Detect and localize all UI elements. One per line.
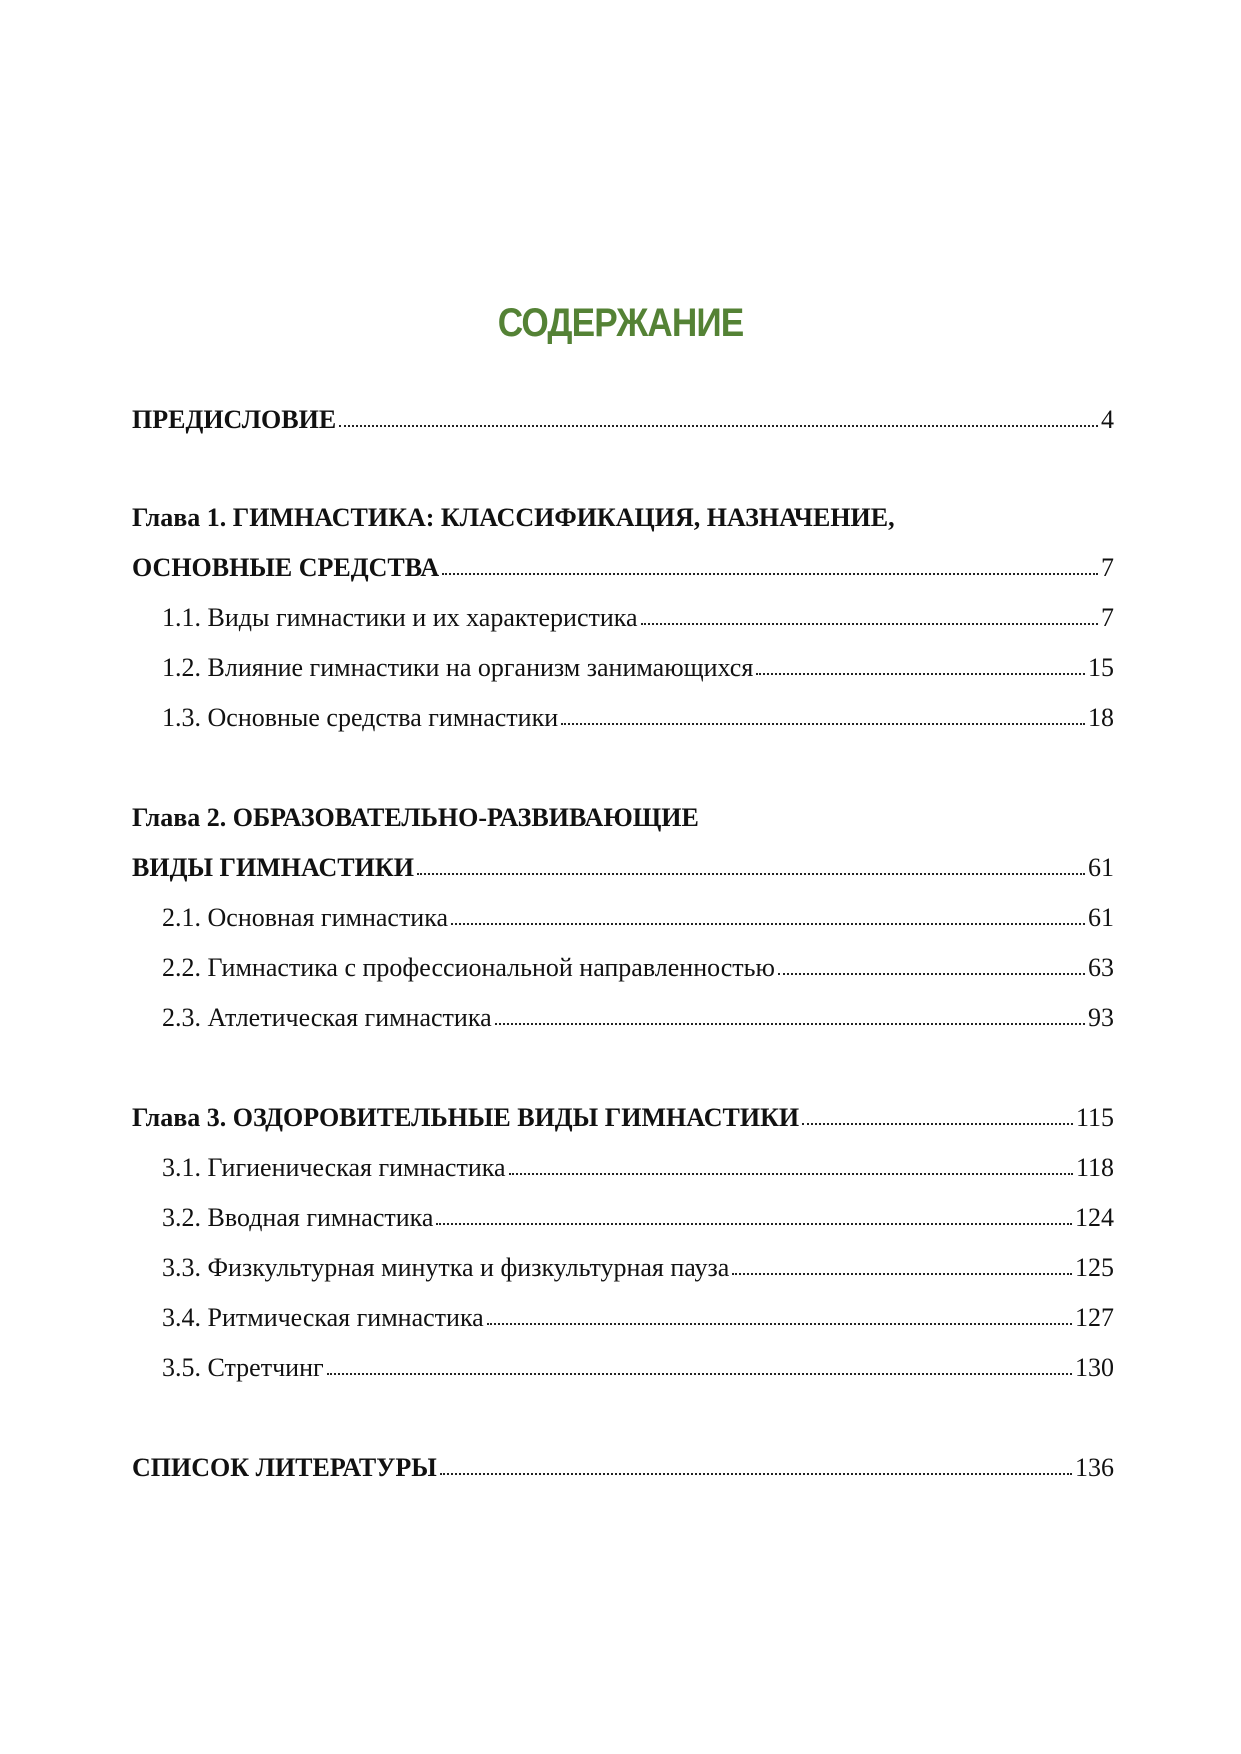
toc-page-number: 130: [1075, 1353, 1114, 1382]
toc-page-number: 61: [1088, 903, 1114, 932]
toc-entry-1-2[interactable]: [162, 650, 1114, 686]
toc-entry-title: ПРЕДИСЛОВИЕ: [132, 405, 337, 434]
toc-page-number: 7: [1101, 603, 1114, 632]
toc-page-number: 93: [1088, 1003, 1114, 1032]
dot-leader: [487, 1304, 1072, 1332]
page-title: СОДЕРЖАНИЕ: [497, 300, 744, 345]
dot-leader: [756, 654, 1085, 682]
toc-page-number: 15: [1088, 653, 1114, 682]
toc-page-number: 125: [1075, 1253, 1114, 1282]
dot-leader: [495, 1004, 1085, 1032]
toc-chapter-1-heading: [132, 500, 1114, 536]
toc-entry-title: 2.1. Основная гимнастика: [162, 903, 448, 932]
dot-leader: [339, 406, 1098, 434]
toc-entry-2-3[interactable]: [162, 1000, 1114, 1036]
toc-entry-title: Глава 2. ОБРАЗОВАТЕЛЬНО-РАЗВИВАЮЩИЕ: [132, 803, 699, 832]
toc-chapter-2-heading: [132, 800, 1114, 836]
toc-page-number: 61: [1088, 853, 1114, 882]
toc-entry-title: СПИСОК ЛИТЕРАТУРЫ: [132, 1453, 437, 1482]
toc-entry-1-3[interactable]: [162, 700, 1114, 736]
toc-page-number: 63: [1088, 953, 1114, 982]
toc-entry-title: 2.2. Гимнастика с профессиональной направленностью: [162, 953, 775, 982]
toc-entry-title: 3.1. Гигиеническая гимнастика: [162, 1153, 506, 1182]
toc-page-number: 115: [1075, 1103, 1114, 1132]
toc-entry-title: 3.5. Стретчинг: [162, 1353, 324, 1382]
toc-entry-1-1[interactable]: [162, 600, 1114, 636]
toc-entry-2-2[interactable]: [162, 950, 1114, 986]
dot-leader: [802, 1104, 1073, 1132]
toc-entry-3-4[interactable]: [162, 1300, 1114, 1336]
dot-leader: [509, 1154, 1073, 1182]
dot-leader: [327, 1354, 1072, 1382]
dot-leader: [451, 904, 1085, 932]
toc-page-number: 136: [1075, 1453, 1114, 1482]
toc-entry-3-5[interactable]: [162, 1350, 1114, 1386]
dot-leader: [778, 954, 1085, 982]
toc-page-number: 7: [1101, 553, 1114, 582]
dot-leader: [732, 1254, 1072, 1282]
dot-leader: [442, 554, 1098, 582]
toc-entry-title: 1.1. Виды гимнастики и их характеристика: [162, 603, 638, 632]
toc-entry-title: Глава 1. ГИМНАСТИКА: КЛАССИФИКАЦИЯ, НАЗНАЧЕНИЕ,: [132, 503, 895, 532]
dot-leader: [641, 604, 1098, 632]
toc-entry-chapter-1[interactable]: [132, 550, 1114, 586]
toc-entry-3-3[interactable]: [162, 1250, 1114, 1286]
toc-entry-title: ОСНОВНЫЕ СРЕДСТВА: [132, 553, 440, 582]
toc-entry-2-1[interactable]: [162, 900, 1114, 936]
toc-entry-3-1[interactable]: [162, 1150, 1114, 1186]
toc-entry-3-2[interactable]: [162, 1200, 1114, 1236]
toc-entry-title: Глава 3. ОЗДОРОВИТЕЛЬНЫЕ ВИДЫ ГИМНАСТИКИ: [132, 1103, 800, 1132]
dot-leader: [561, 704, 1085, 732]
toc-entry-title: 3.3. Физкультурная минутка и физкультурная пауза: [162, 1253, 730, 1282]
toc-page-number: 124: [1075, 1203, 1114, 1232]
toc-entry-title: 2.3. Атлетическая гимнастика: [162, 1003, 492, 1032]
toc-page-number: 18: [1088, 703, 1114, 732]
toc-entry-preface[interactable]: [132, 402, 1114, 438]
toc-entry-title: 1.3. Основные средства гимнастики: [162, 703, 559, 732]
dot-leader: [417, 854, 1085, 882]
toc-entry-chapter-3[interactable]: [132, 1100, 1114, 1136]
toc-page-number: 118: [1075, 1153, 1114, 1182]
toc-entry-title: ВИДЫ ГИМНАСТИКИ: [132, 853, 414, 882]
toc-entry-title: 3.4. Ритмическая гимнастика: [162, 1303, 484, 1332]
dot-leader: [440, 1454, 1072, 1482]
toc-entry-title: 1.2. Влияние гимнастики на организм занимающихся: [162, 653, 754, 682]
toc-page-number: 127: [1075, 1303, 1114, 1332]
dot-leader: [436, 1204, 1072, 1232]
toc-entry-chapter-2[interactable]: [132, 850, 1114, 886]
toc-entry-title: 3.2. Вводная гимнастика: [162, 1203, 434, 1232]
toc-entry-bibliography[interactable]: [132, 1450, 1114, 1486]
toc-page-number: 4: [1101, 405, 1114, 434]
